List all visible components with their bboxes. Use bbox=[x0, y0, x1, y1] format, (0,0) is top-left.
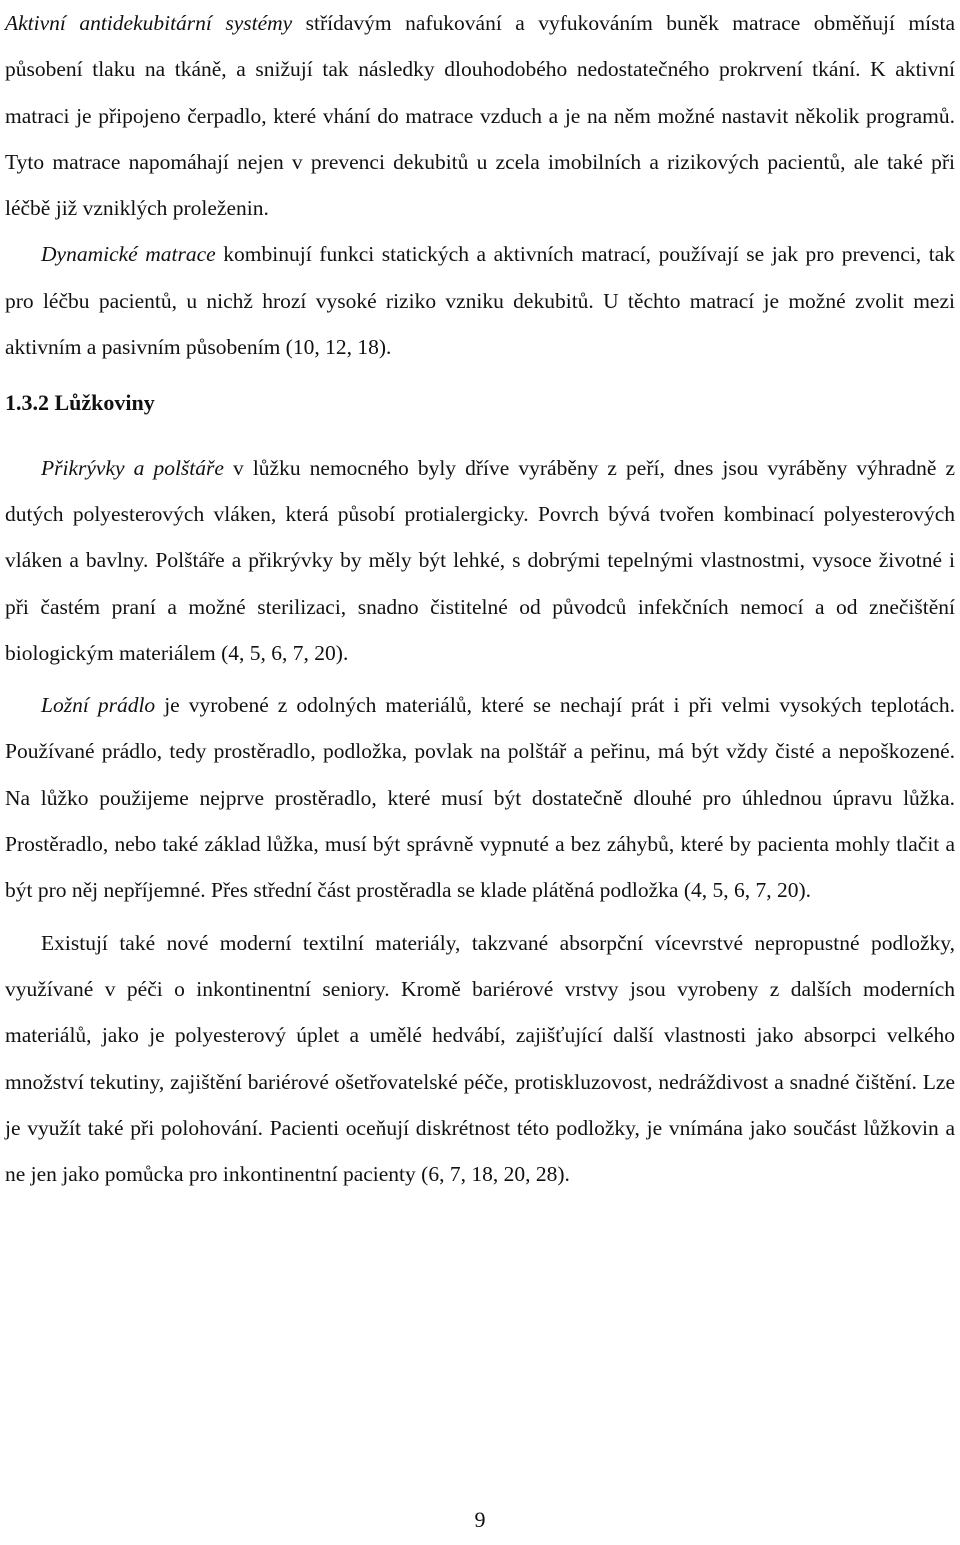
term-dynamic-mattress: Dynamické matrace bbox=[41, 242, 216, 267]
term-bed-linen: Ložní prádlo bbox=[41, 693, 156, 718]
paragraph-text: Existují také nové moderní textilní materiály, takzvané absorpční vícevrstvé nepropustné podložky, využívané v péči o inkontinentní seniory. Kromě bariérové vrstvy jsou vyrobeny z dalších moderních materiálů, jako je polyesterový úplet a umělé hedvábí, zajišťující další vlastnosti jako absorpci velkého množství tekutiny, zajištění bariérové ošetřovatelské péče, protiskluzovost, nedráždivost a snadné čištění. Lze je využít také při polohování. Pacienti oceňují diskrétnost této podložky, je vnímána jako součást lůžkovin a ne jen jako pomůcka pro inkontinentní pacienty (6, 7, 18, 20, 28). bbox=[5, 930, 955, 1187]
paragraph-blankets-pillows bbox=[5, 445, 955, 676]
paragraph-absorbent-pads bbox=[5, 920, 955, 1198]
paragraph-text: střídavým nafukování a vyfukováním buněk matrace obměňují místa působení tlaku na tkáně, a snižují tak následky dlouhodobého nedostatečného prokrvení tkání. K aktivní matraci je připojeno čerpadlo, které vhání do matrace vzduch a je na něm možné nastavit několik programů. Tyto matrace napomáhají nejen v prevenci dekubitů u zcela imobilních a rizikových pacientů, ale také při léčbě již vzniklých proleženin. bbox=[5, 11, 955, 221]
term-blankets-pillows: Přikrývky a polštáře bbox=[41, 455, 224, 480]
page-number: 9 bbox=[474, 1507, 486, 1532]
paragraph-text: kombinují funkci statických a aktivních matrací, používají se jak pro prevenci, tak pro léčbu pacientů, u nichž hrozí vysoké riziko vzniku dekubitů. U těchto matrací je možné zvolit mezi aktivním a pasivním působením (10, 12, 18). bbox=[5, 242, 956, 360]
paragraph-text: v lůžku nemocného byly dříve vyráběny z peří, dnes jsou vyráběny výhradně z dutých polyesterových vláken, která působí protialergicky. Povrch bývá tvořen kombinací polyesterových vláken a bavlny. Polštáře a přikrývky by měly být lehké, s dobrými tepelnými vlastnostmi, vysoce životné i při častém praní a možné sterilizaci, snadno čistitelné od původců infekčních nemocí a od znečištění biologickým materiálem (4, 5, 6, 7, 20). bbox=[5, 455, 955, 665]
document-page bbox=[5, 0, 955, 1197]
paragraph-bed-linen bbox=[5, 682, 955, 913]
paragraph-dynamic-mattress bbox=[5, 231, 955, 370]
paragraph-text: je vyrobené z odolných materiálů, které se nechají prát i při velmi vysokých teplotách. Používané prádlo, tedy prostěradlo, podložka, povlak na polštář a peřinu, má být vždy čisté a nepoškozené. Na lůžko použijeme nejprve prostěradlo, které musí být dostatečně dlouhé pro úhlednou úpravu lůžka. Prostěradlo, nebo také základ lůžka, musí být správně vypnuté a bez záhybů, které by pacienta mohly tlačit a být pro něj nepříjemné. Přes střední část prostěradla se klade plátěná podložka (4, 5, 6, 7, 20). bbox=[5, 693, 955, 903]
paragraph-active-mattress bbox=[5, 0, 955, 231]
section-heading: 1.3.2 Lůžkoviny bbox=[5, 390, 155, 416]
term-active-systems: Aktivní antidekubitární systémy bbox=[5, 11, 293, 35]
